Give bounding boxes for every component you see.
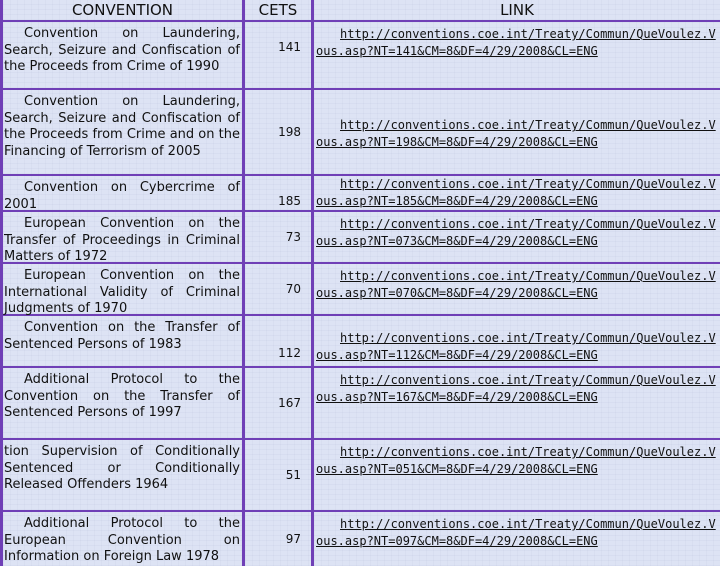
row-3-cets: 185: [245, 176, 311, 210]
row-8-cets: 51: [245, 440, 311, 510]
row-5-convention: European Convention on the International Validity of Criminal Judgments of 1970: [3, 264, 242, 314]
row-1-link[interactable]: http://conventions.coe.int/Treaty/Commun/QueVoulez.Vous.asp?NT=141&CM=8&DF=4/29/2008&CL=ENG: [314, 22, 720, 88]
row-8-link[interactable]: http://conventions.coe.int/Treaty/Commun/QueVoulez.Vous.asp?NT=051&CM=8&DF=4/29/2008&CL=ENG: [314, 440, 720, 510]
row-4-cets: 73: [245, 212, 311, 262]
row-3-link[interactable]: http://conventions.coe.int/Treaty/Commun/QueVoulez.Vous.asp?NT=185&CM=8&DF=4/29/2008&CL=ENG: [314, 176, 720, 210]
row-2-convention: Convention on Laundering, Search, Seizure and Confiscation of the Proceeds from Crime and on the Financing of Terrorism of 2005: [3, 90, 242, 174]
row-6-link[interactable]: http://conventions.coe.int/Treaty/Commun/QueVoulez.Vous.asp?NT=112&CM=8&DF=4/29/2008&CL=ENG: [314, 316, 720, 366]
row-6-convention: Convention on the Transfer of Sentenced Persons of 1983: [3, 316, 242, 366]
header-convention: CONVENTION: [3, 0, 242, 20]
convention-table: [3, 0, 720, 565]
row-9-convention: Additional Protocol to the European Convention on Information on Foreign Law 1978: [3, 512, 242, 566]
row-1-convention: Convention on Laundering, Search, Seizure and Confiscation of the Proceeds from Crime of 1990: [3, 22, 242, 88]
row-3-convention: Convention on Cybercrime of 2001: [3, 176, 242, 210]
row-8-convention: tion Supervision of Conditionally Sentenced or Conditionally Released Offenders 1964: [3, 440, 242, 510]
row-9-cets: 97: [245, 512, 311, 566]
row-5-cets: 70: [245, 264, 311, 314]
row-9-link[interactable]: http://conventions.coe.int/Treaty/Commun/QueVoulez.Vous.asp?NT=097&CM=8&DF=4/29/2008&CL=ENG: [314, 512, 720, 566]
header-cets: CETS: [245, 0, 311, 20]
row-1-cets: 141: [245, 22, 311, 88]
row-7-cets: 167: [245, 368, 311, 438]
row-2-link-text[interactable]: http://conventions.coe.int/Treaty/Commun/QueVoulez.Vous.asp?NT=198&CM=8&DF=4/29/2008&CL=ENG: [316, 118, 716, 149]
row-7-link[interactable]: http://conventions.coe.int/Treaty/Commun/QueVoulez.Vous.asp?NT=167&CM=8&DF=4/29/2008&CL=ENG: [314, 368, 720, 438]
row-2-link[interactable]: [314, 90, 720, 174]
row-2-cets: 198: [245, 90, 311, 174]
row-6-cets: 112: [245, 316, 311, 366]
row-4-link[interactable]: http://conventions.coe.int/Treaty/Commun/QueVoulez.Vous.asp?NT=073&CM=8&DF=4/29/2008&CL=ENG: [314, 212, 720, 262]
header-link: LINK: [314, 0, 720, 20]
row-7-convention: Additional Protocol to the Convention on the Transfer of Sentenced Persons of 1997: [3, 368, 242, 438]
row-4-convention: European Convention on the Transfer of Proceedings in Criminal Matters of 1972: [3, 212, 242, 262]
row-5-link[interactable]: http://conventions.coe.int/Treaty/Commun/QueVoulez.Vous.asp?NT=070&CM=8&DF=4/29/2008&CL=ENG: [314, 264, 720, 314]
